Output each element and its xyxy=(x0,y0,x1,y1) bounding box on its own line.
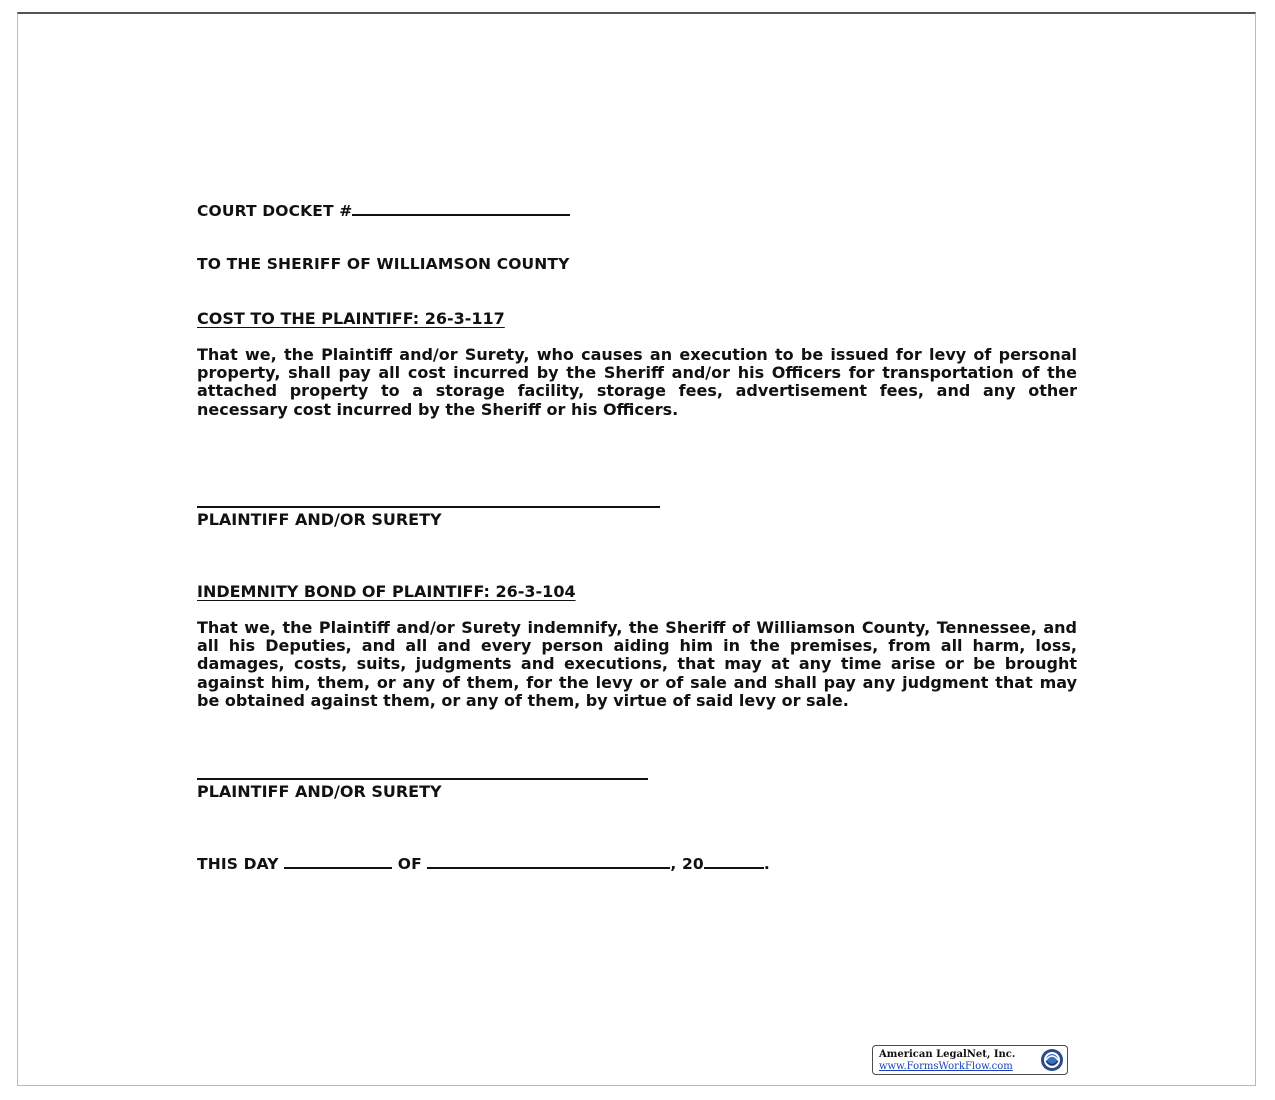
court-docket-field[interactable] xyxy=(352,200,570,216)
indemnity-paragraph: That we, the Plaintiff and/or Surety indemnify, the Sheriff of Williamson County, Tennessee, and all his Deputies, and all and every person aiding him in the premises, from all harm, loss, damages, costs, suits, judgments and executions, that may at any time arise or be brought against him, them, or any of them, for the levy or of sale and shall pay any judgment that may be obtained against them, or any of them, by virtue of said levy or sale. xyxy=(197,618,1077,710)
addressee: TO THE SHERIFF OF WILLIAMSON COUNTY xyxy=(197,255,570,273)
date-month-field[interactable] xyxy=(427,853,670,869)
page xyxy=(17,12,1256,1086)
footer-company: American LegalNet, Inc. xyxy=(879,1049,1016,1060)
cost-signature-line[interactable] xyxy=(197,506,660,508)
indemnity-signature-label: PLAINTIFF AND/OR SURETY xyxy=(197,782,442,801)
date-line xyxy=(197,853,770,873)
date-of-label: OF xyxy=(397,855,422,873)
indemnity-signature-line[interactable] xyxy=(197,778,648,780)
cost-signature-label: PLAINTIFF AND/OR SURETY xyxy=(197,510,442,529)
cost-heading: COST TO THE PLAINTIFF: 26-3-117 xyxy=(197,309,505,328)
court-docket-line xyxy=(197,200,570,220)
date-year-prefix: , 20 xyxy=(670,855,704,873)
date-day-field[interactable] xyxy=(284,853,392,869)
date-day-label: THIS DAY xyxy=(197,855,279,873)
date-end: . xyxy=(763,855,770,873)
date-year-field[interactable] xyxy=(704,853,764,869)
indemnity-heading: INDEMNITY BOND OF PLAINTIFF: 26-3-104 xyxy=(197,582,576,601)
globe-emblem-icon xyxy=(1037,1047,1065,1073)
american-legalnet-logo[interactable] xyxy=(872,1045,1068,1075)
footer-url-link[interactable]: www.FormsWorkFlow.com xyxy=(879,1061,1013,1072)
court-docket-label: COURT DOCKET # xyxy=(197,202,353,220)
cost-paragraph: That we, the Plaintiff and/or Surety, who causes an execution to be issued for levy of personal property, shall pay all cost incurred by the Sheriff and/or his Officers for transportation of the attached property to a storage facility, storage fees, advertisement fees, and any other necessary cost incurred by the Sheriff or his Officers. xyxy=(197,345,1077,419)
